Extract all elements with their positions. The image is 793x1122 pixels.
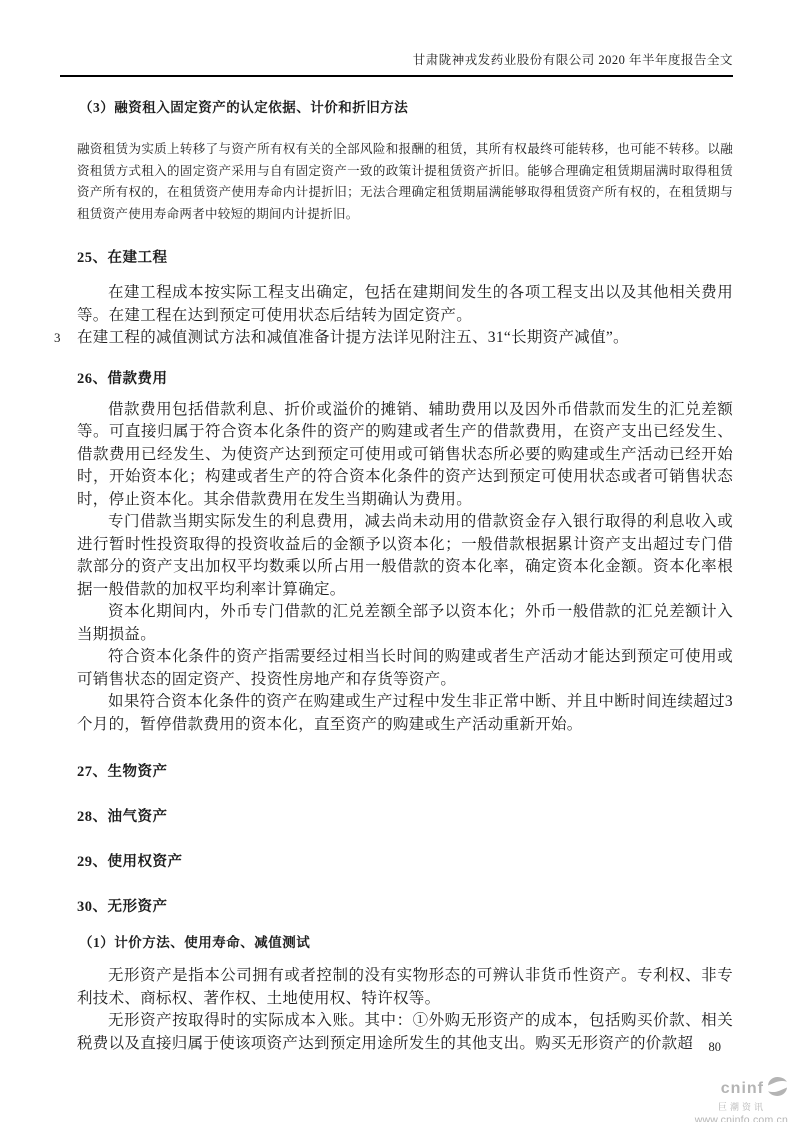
page-number: 80	[708, 1040, 721, 1054]
line-with-margin-marker	[54, 327, 733, 350]
para-borrowing-costs-1: 借款费用包括借款利息、折价或溢价的摊销、辅助费用以及因外币借款而发生的汇兑差额等。可直接归属于符合资本化条件的资产的购建或者生产的借款费用，在资产支出已经发生、借款费用已经发生、为使资产达到预定可使用或可销售状态所必要的购建或生产活动已经开始时，开始资本化；构建或者生产的符合资本化条件的资产达到预定可使用状态或者可销售状态时，停止资本化。其余借款费用在发生当期确认为费用。	[77, 400, 733, 508]
heading-right-of-use-assets: 29、使用权资产	[77, 854, 183, 870]
document-content	[54, 88, 733, 1055]
heading-biological-assets: 27、生物资产	[77, 764, 168, 780]
margin-line-number: 3	[54, 330, 61, 345]
para-intangible-definition: 无形资产是指本公司拥有或者控制的没有实物形态的可辨认非货币性资产。专利权、非专利技术、商标权、著作权、土地使用权、特许权等。	[77, 967, 733, 1007]
cninfo-brand-text: cninf	[720, 1079, 764, 1097]
cninfo-chinese-name: 巨潮资讯	[717, 1102, 766, 1112]
para-construction-impairment: 在建工程的减值测试方法和减值准备计提方法详见附注五、31“长期资产减值”。	[77, 329, 629, 346]
para-intangible-cost: 无形资产按取得时的实际成本入账。其中：①外购无形资产的成本，包括购买价款、相关税费以及直接归属于使该项资产达到预定用途所发生的其他支出。购买无形资产的价款超	[77, 1012, 733, 1052]
heading-financing-lease-method: （3）融资租入固定资产的认定依据、计价和折旧方法	[79, 100, 409, 115]
cninfo-logo-top-row	[695, 1076, 788, 1101]
para-borrowing-costs-2: 专门借款当期实际发生的利息费用，减去尚未动用的借款资金存入银行取得的利息收入或进行暂时性投资取得的投资收益后的金额予以资本化；一般借款根据累计资产支出超过专门借款部分的资产支出加权平均数乘以所占用一般借款的资本化率，确定资本化金额。资本化率根据一般借款的加权平均利率计算确定。	[77, 513, 733, 598]
para-borrowing-costs-4: 符合资本化条件的资产指需要经过相当长时间的购建或者生产活动才能达到预定可使用或可销售状态的固定资产、投资性房地产和存货等资产。	[77, 648, 733, 688]
page-header	[60, 50, 733, 77]
para-financing-lease: 融资租赁为实质上转移了与资产所有权有关的全部风险和报酬的租赁，其所有权最终可能转移，也可能不转移。以融资租赁方式租入的固定资产采用与自有固定资产一致的政策计提租赁资产折旧。能够合理确定租赁期届满时取得租赁资产所有权的，在租赁资产使用寿命内计提折旧；无法合理确定租赁期届满能够取得租赁资产所有权的，在租赁期与租赁资产使用寿命两者中较短的期间内计提折旧。	[77, 142, 733, 221]
cninfo-swirl-icon	[767, 1076, 788, 1101]
para-construction-cost: 在建工程成本按实际工程支出确定，包括在建期间发生的各项工程支出以及其他相关费用等。在建工程在达到预定可使用状态后结转为固定资产。	[77, 284, 733, 324]
heading-construction-in-progress: 25、在建工程	[77, 250, 168, 266]
cninfo-logo	[695, 1076, 788, 1122]
report-title: 甘肃陇神戎发药业股份有限公司 2020 年半年度报告全文	[412, 53, 733, 67]
heading-borrowing-costs: 26、借款费用	[77, 370, 168, 387]
heading-oil-gas-assets: 28、油气资产	[77, 809, 168, 825]
para-borrowing-costs-5: 如果符合资本化条件的资产在购建或生产过程中发生非正常中断、并且中断时间连续超过3个月的，暂停借款费用的资本化，直至资产的购建或生产活动重新开始。	[77, 693, 733, 733]
para-borrowing-costs-3: 资本化期间内，外币专门借款的汇兑差额全部予以资本化；外币一般借款的汇兑差额计入当期损益。	[77, 603, 733, 643]
heading-intangible-valuation-method: （1）计价方法、使用寿命、减值测试	[79, 935, 311, 950]
heading-intangible-assets: 30、无形资产	[77, 899, 168, 915]
cninfo-url: www.cninfo.com.cn	[694, 1114, 788, 1122]
